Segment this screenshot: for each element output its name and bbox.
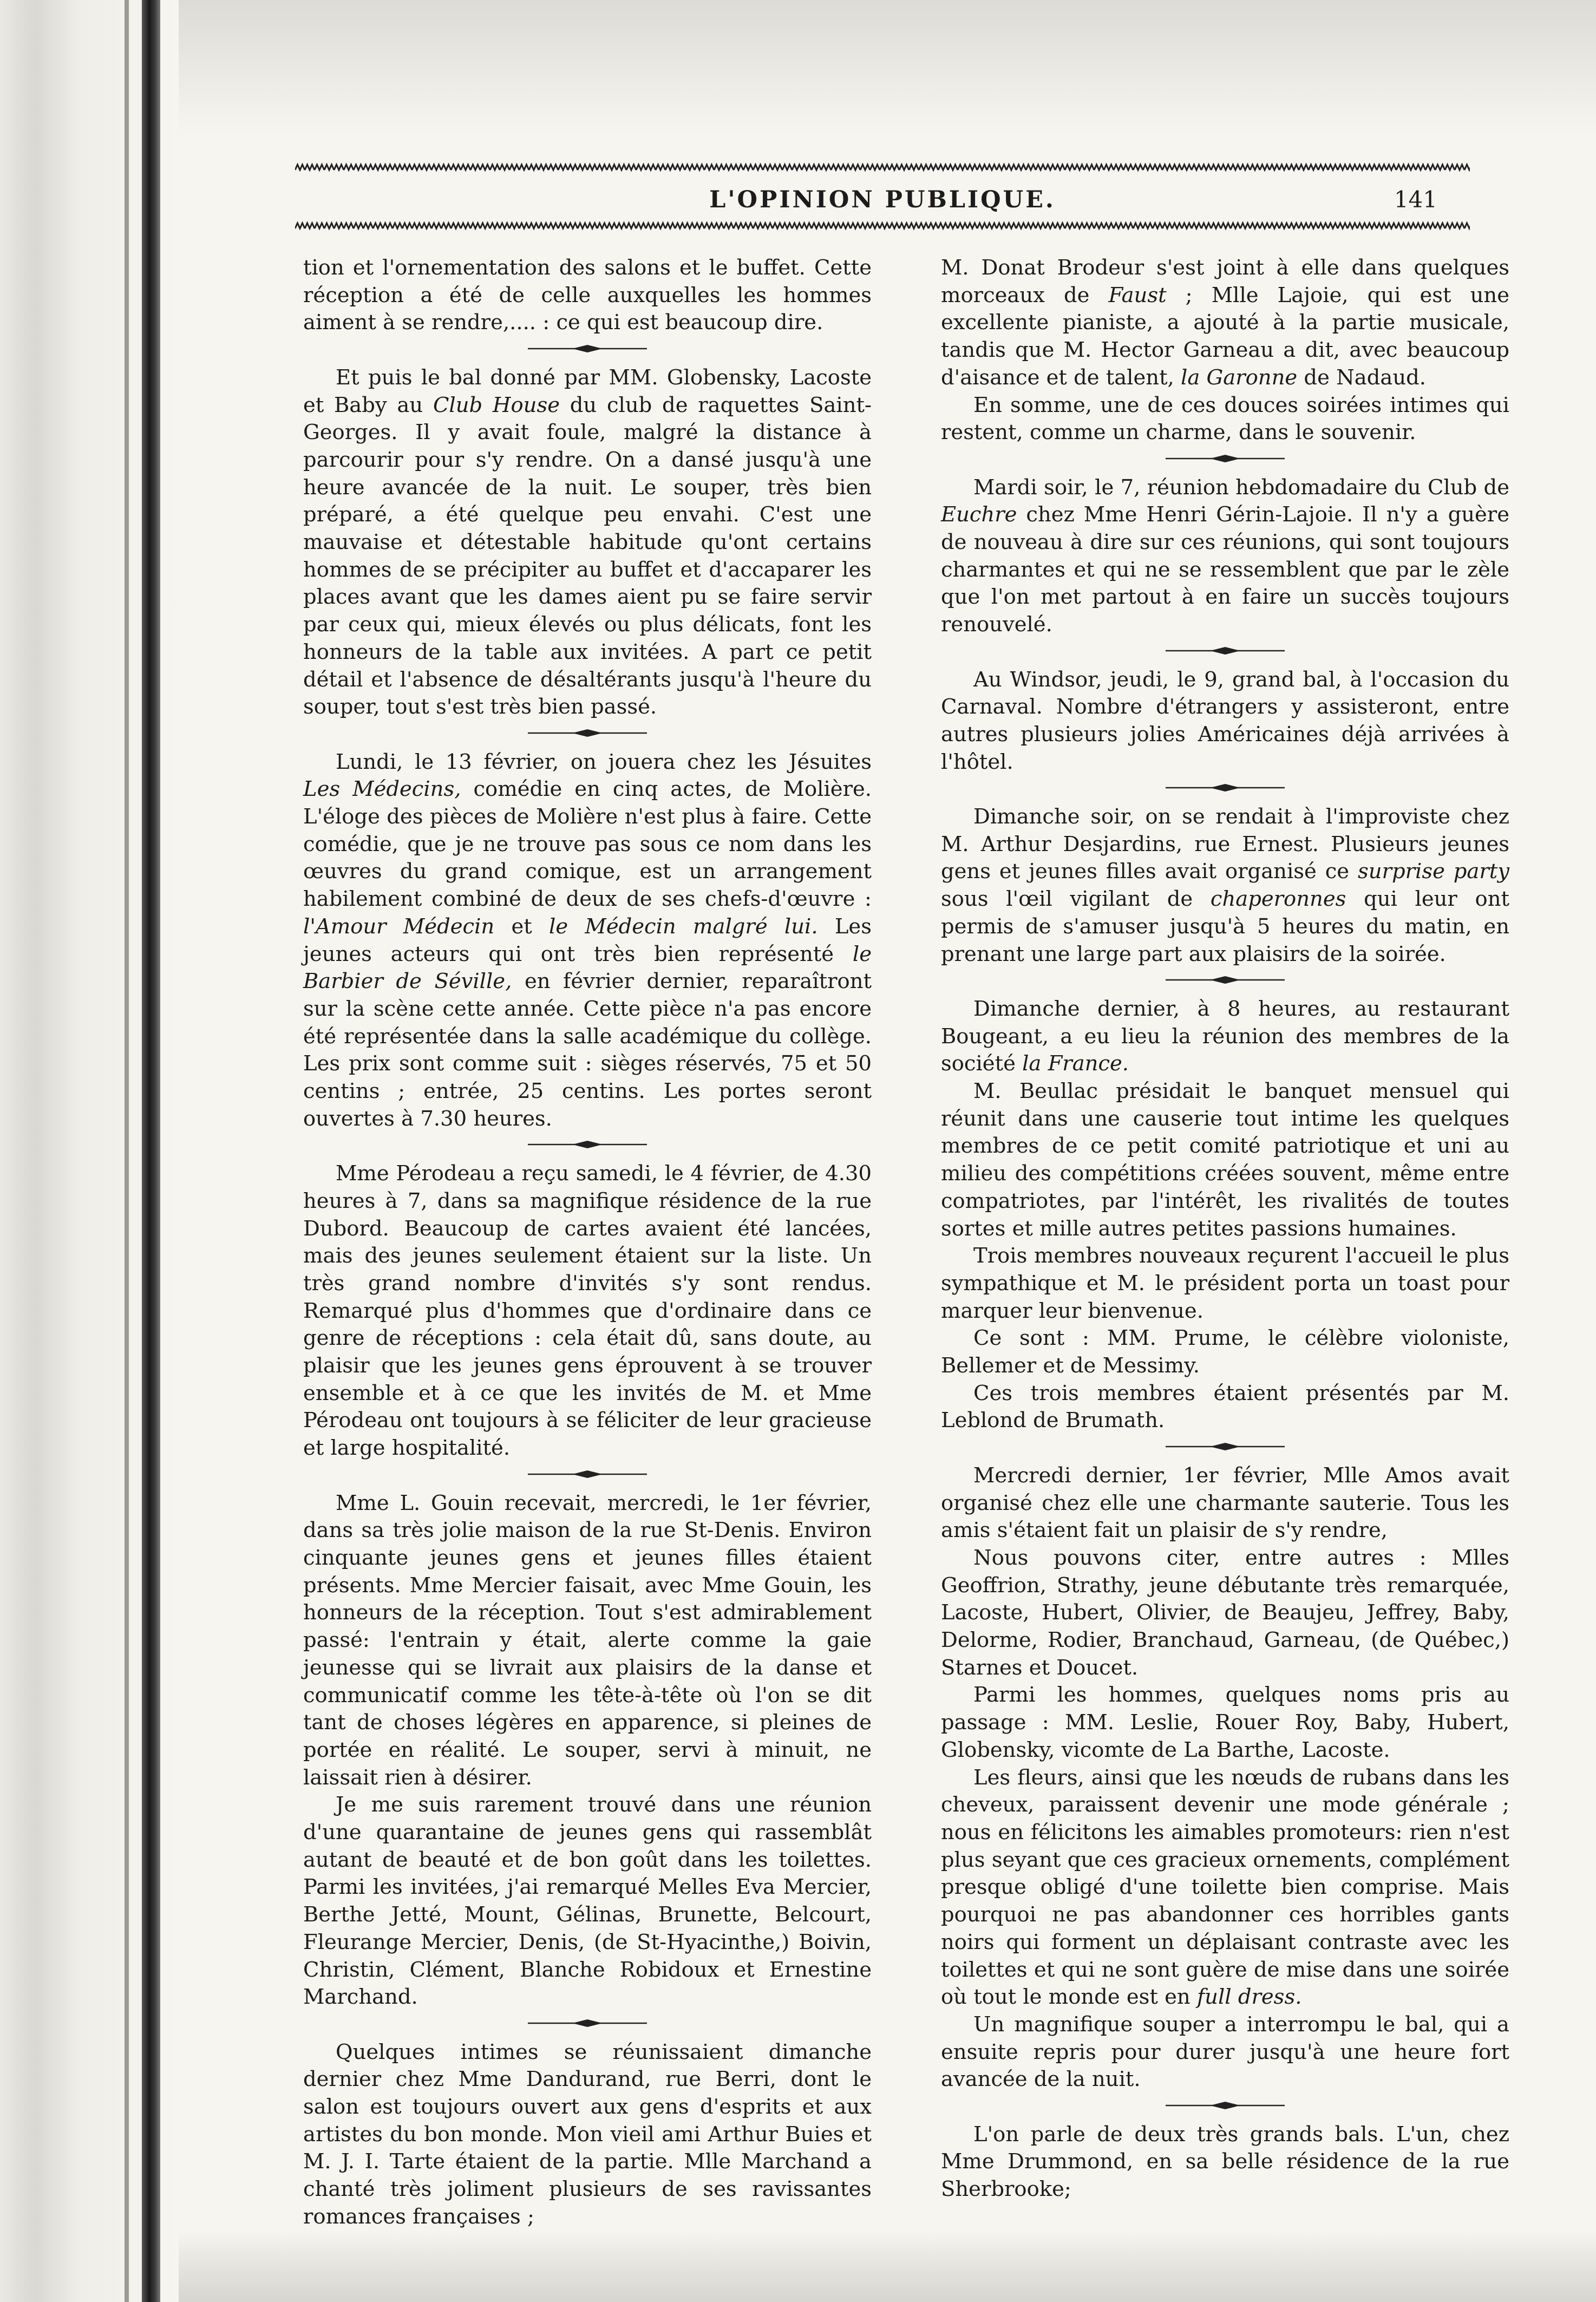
section-separator <box>303 2011 872 2039</box>
paragraph: Mardi soir, le 7, réunion hebdomadaire du Club de Euchre chez Mme Henri Gérin-Lajoie. Il n'y a guère de nouveau à dire sur ces réunions, qui sont toujours charmantes et qui ne se ressemblent que par le zèle que l'on met partout à en faire un succès toujours renouvelé. <box>941 475 1509 637</box>
paragraph: Parmi les hommes, quelques noms pris au passage : MM. Leslie, Rouer Roy, Baby, Hubert, Globensky, vicomte de La Barthe, Lacoste. <box>941 1683 1509 1762</box>
paragraph: Quelques intimes se réunissaient dimanche dernier chez Mme Dandurand, rue Berri, dont le salon est toujours ouvert aux gens d'esprits et aux artistes du bon monde. Mon vieil ami Arthur Buies et M. J. I. Tarte étaient de la partie. Mlle Marchand a chanté très joliment plusieurs de ses ravissantes romances françaises ; <box>303 2039 872 2229</box>
section-separator <box>303 337 872 364</box>
header-top-rule <box>295 162 1470 172</box>
section-separator <box>303 1462 872 1490</box>
paragraph: En somme, une de ces douces soirées intimes qui restent, comme un charme, dans le souvenir. <box>941 393 1509 445</box>
binding-spine <box>142 0 160 2302</box>
paragraph: Et puis le bal donné par MM. Globensky, Lacoste et Baby au Club House du club de raquettes Saint-Georges. Il y avait foule, malgré la distance à parcourir pour s'y rendre. On a dansé jusqu'à une heure avancée de la nuit. Le souper, très bien préparé, a été quelque peu envahi. C'est une mauvaise et détestable habitude qu'ont certains hommes de se précipiter au buffet et d'accaparer les places avant que les dames aient pu se faire servir par ceux qui, mieux élevés ou plus délicats, font les honneurs de la table aux invitées. A part ce petit détail et l'absence de désaltérants jusqu'à l'heure du souper, tout s'est très bien passé. <box>303 365 872 720</box>
paragraph: M. Beullac présidait le banquet mensuel qui réunit dans une causerie tout intime les quelques membres de ce petit comité patriotique et uni au milieu des compétitions créées souvent, même entre compatriotes, par l'intérêt, les rivalités de toutes sortes et mille autres petites passions humaines. <box>941 1079 1509 1241</box>
paragraph: Au Windsor, jeudi, le 9, grand bal, à l'occasion du Carnaval. Nombre d'étrangers y assisteront, entre autres plusieurs jolies Américaines déjà arrivées à l'hôtel. <box>941 667 1509 774</box>
binding-edge <box>125 0 129 2302</box>
paragraph: Ces trois membres étaient présentés par M. Leblond de Brumath. <box>941 1381 1509 1433</box>
paragraph: Nous pouvons citer, entre autres : Mlles Geoffrion, Strathy, jeune débutante très remarquée, Lacoste, Hubert, Olivier, de Beaujeu, Jeffrey, Baby, Delorme, Rodier, Branchaud, Garneau, (de Québec,) Starnes et Doucet. <box>941 1545 1509 1680</box>
paragraph: Dimanche soir, on se rendait à l'improviste chez M. Arthur Desjardins, rue Ernest. Plusieurs jeunes gens et jeunes filles avait organisé ce surprise party sous l'œil vigilant de chaperonnes qui leur ont permis de s'amuser jusqu'à 5 heures du matin, en prenant une large part aux plaisirs de la soirée. <box>941 805 1510 966</box>
paragraph: Mercredi dernier, 1er février, Mlle Amos avait organisé chez elle une charmante sauterie. Tous les amis s'étaient fait un plaisir de s'y rendre, <box>941 1463 1509 1543</box>
paragraph: M. Donat Brodeur s'est joint à elle dans quelques morceaux de Faust ; Mlle Lajoie, qui est une excellente pianiste, a ajouté à la partie musicale, tandis que M. Hector Garneau a dit, avec beaucoup d'aisance et de talent, la Garonne de Nadaud. <box>941 256 1509 390</box>
section-separator <box>941 2094 1509 2121</box>
section-separator <box>941 968 1509 996</box>
page-top-shading <box>0 0 1596 135</box>
section-separator <box>303 1133 872 1160</box>
paragraph: tion et l'ornementation des salons et le buffet. Cette réception a été de celle auxquelles les hommes aiment à se rendre,.... : ce qui est beaucoup dire. <box>303 256 872 335</box>
page-bottom-shading <box>0 2231 1596 2302</box>
paragraph: Un magnifique souper a interrompu le bal, qui a ensuite repris pour durer jusqu'à une heure fort avancée de la nuit. <box>941 2012 1509 2092</box>
paragraph: Les fleurs, ainsi que les nœuds de rubans dans les cheveux, paraissent devenir une mode générale ; nous en félicitons les aimables promoteurs: rien n'est plus seyant que ces gracieux ornements, complément presque obligé d'une toilette bien comprise. Mais pourquoi ne pas abandonner ces horribles gants noirs qui forment un déplaisant contraste avec les toilettes et qui ne sont guère de mise dans une soirée où tout le monde est en full dress. <box>941 1765 1509 2010</box>
section-separator <box>941 639 1509 666</box>
paragraph: Trois membres nouveaux reçurent l'accueil le plus sympathique et M. le président porta un toast pour marquer leur bienvenue. <box>941 1244 1509 1323</box>
running-title: L'OPINION PUBLIQUE. <box>709 186 1056 213</box>
paragraph: Mme Pérodeau a reçu samedi, le 4 février, de 4.30 heures à 7, dans sa magnifique résidence de la rue Dubord. Beaucoup de cartes avaient été lancées, mais des jeunes seulement étaient sur la liste. Un très grand nombre d'invités s'y sont rendus. Remarqué plus d'hommes que d'ordinaire dans ce genre de réceptions : cela était dû, sans doute, au plaisir que les jeunes gens éprouvent à se trouver ensemble et à ce que les invités de M. et Mme Pérodeau ont toujours à se féliciter de leur gracieuse et large hospitalité. <box>303 1161 872 1461</box>
paragraph: Je me suis rarement trouvé dans une réunion d'une quarantaine de jeunes gens qui rassemblât autant de beauté et de bon goût dans les toilettes. Parmi les invitées, j'ai remarqué Melles Eva Mercier, Berthe Jetté, Mount, Gélinas, Brunette, Belcourt, Fleurange Mercier, Denis, (de St-Hyacinthe,) Boivin, Christin, Clément, Blanche Robidoux et Ernestine Marchand. <box>303 1793 872 2010</box>
section-separator <box>303 721 872 749</box>
page-header <box>295 162 1470 233</box>
paragraph: Ce sont : MM. Prume, le célèbre violoniste, Bellemer et de Messimy. <box>941 1326 1509 1378</box>
paragraph: Dimanche dernier, à 8 heures, au restaurant Bougeant, a eu lieu la réunion des membres de la société la France. <box>941 996 1509 1076</box>
paragraph: Mme L. Gouin recevait, mercredi, le 1er février, dans sa très jolie maison de la rue St-Denis. Environ cinquante jeunes gens et jeunes filles étaient présents. Mme Mercier faisait, avec Mme Gouin, les honneurs de la réception. Tout s'est admirablement passé: l'entrain y était, alerte comme la gaie jeunesse qui se livrait aux plaisirs de la danse et communicatif comme les tête-à-tête où l'on se dit tant de choses légères en apparence, si pleines de portée en réalité. Le souper, servi à minuit, ne laissait rien à désirer. <box>303 1490 872 1790</box>
paragraph: Lundi, le 13 février, on jouera chez les Jésuites Les Médecins, comédie en cinq actes, de Molière. L'éloge des pièces de Molière n'est plus à faire. Cette comédie, que je ne trouve pas sous ce nom dans les œuvres du grand comique, est un arrangement habilement combiné de deux de ses chefs-d'œuvre : l'Amour Médecin et le Médecin malgré lui. Les jeunes acteurs qui ont très bien représenté le Barbier de Séville, en février dernier, reparaîtront sur la scène cette année. Cette pièce n'a pas encore été représentée dans la salle académique du collège. Les prix sont comme suit : sièges réservés, 75 et 50 centins ; entrée, 25 centins. Les portes seront ouvertes à 7.30 heures. <box>303 749 872 1131</box>
section-separator <box>941 447 1509 474</box>
section-separator <box>941 1435 1509 1462</box>
paragraph: L'on parle de deux très grands bals. L'un, chez Mme Drummond, en sa belle résidence de la rue Sherbrooke; <box>941 2122 1509 2202</box>
left-column <box>303 254 872 2229</box>
page-number: 141 <box>1394 186 1437 213</box>
right-column <box>941 254 1509 2225</box>
section-separator <box>941 776 1509 803</box>
header-bottom-rule <box>295 221 1470 231</box>
